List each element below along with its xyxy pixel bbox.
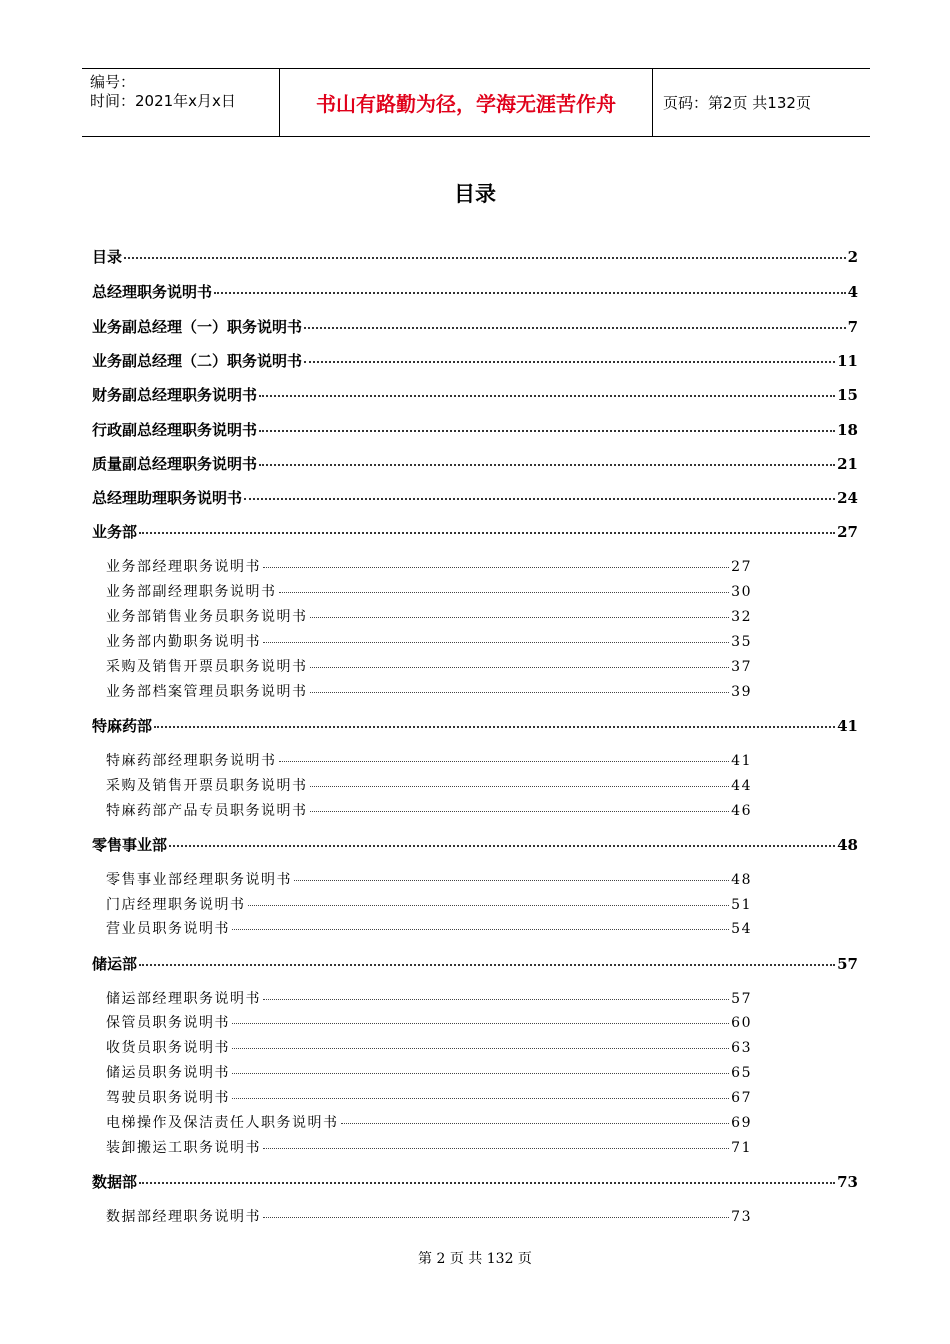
toc-entry-label: 特麻药部 <box>92 717 153 735</box>
toc-entry-page: 2 <box>847 248 858 266</box>
toc-dot-leader <box>304 361 835 363</box>
toc-entry[interactable] <box>92 316 858 337</box>
toc-dot-leader <box>259 395 835 397</box>
toc-entry-page: 46 <box>731 803 752 819</box>
toc-subentry[interactable] <box>106 988 752 1008</box>
toc-entry-page: 30 <box>731 584 752 600</box>
toc-entry-label: 特麻药部经理职务说明书 <box>106 753 277 769</box>
toc-entry-page: 60 <box>731 1015 752 1031</box>
toc-entry[interactable] <box>92 521 858 542</box>
toc-entry[interactable] <box>92 1171 858 1192</box>
toc-dot-leader <box>169 845 835 847</box>
toc-entry-page: 7 <box>847 318 858 336</box>
toc-entry[interactable] <box>92 350 858 371</box>
toc-entry-label: 业务部经理职务说明书 <box>106 559 261 575</box>
toc-dot-leader <box>263 567 729 568</box>
toc-entry[interactable] <box>92 715 858 736</box>
toc-dot-leader <box>310 786 730 787</box>
toc-dot-leader <box>259 464 835 466</box>
toc-subentry[interactable] <box>106 1037 752 1057</box>
toc-entry-page: 71 <box>731 1140 752 1156</box>
toc-entry-label: 装卸搬运工职务说明书 <box>106 1140 261 1156</box>
toc-entry-page: 18 <box>837 421 858 439</box>
toc-entry-page: 44 <box>731 778 752 794</box>
toc-dot-leader <box>279 592 730 593</box>
toc-entry-label: 数据部 <box>92 1173 138 1191</box>
toc-subentry[interactable] <box>106 918 752 938</box>
toc-subentry[interactable] <box>106 606 752 626</box>
toc-dot-leader <box>232 1098 729 1099</box>
toc-subentry[interactable] <box>106 869 752 889</box>
toc-subentry[interactable] <box>106 1087 752 1107</box>
toc-dot-leader <box>124 257 846 259</box>
toc-entry-page: 21 <box>837 455 858 473</box>
toc-subentry[interactable] <box>106 894 752 914</box>
toc-dot-leader <box>294 880 729 881</box>
toc-subentry[interactable] <box>106 1012 752 1032</box>
toc-dot-leader <box>232 1073 729 1074</box>
toc-entry-page: 41 <box>731 753 752 769</box>
page-title: 目录 <box>454 182 496 206</box>
toc-entry-page: 15 <box>837 386 858 404</box>
toc-dot-leader <box>341 1123 730 1124</box>
toc-entry-label: 行政副总经理职务说明书 <box>92 421 258 439</box>
toc-subentry[interactable] <box>106 631 752 651</box>
toc-dot-leader <box>304 327 846 329</box>
toc-subentry[interactable] <box>106 775 752 795</box>
toc-dot-leader <box>279 761 730 762</box>
header-date-label: 时间：2021年x月x日 <box>90 92 236 110</box>
toc-entry[interactable] <box>92 487 858 508</box>
toc-subentry[interactable] <box>106 581 752 601</box>
toc-entry-label: 业务部内勤职务说明书 <box>106 634 261 650</box>
toc-dot-leader <box>263 642 729 643</box>
toc-dot-leader <box>232 1023 729 1024</box>
toc-entry-label: 业务副总经理（二）职务说明书 <box>92 352 303 370</box>
toc-entry-page: 73 <box>731 1209 752 1225</box>
toc-dot-leader <box>244 498 835 500</box>
toc-dot-leader <box>139 532 835 534</box>
toc-entry-label: 业务部 <box>92 523 138 541</box>
toc-entry-label: 储运部 <box>92 955 138 973</box>
toc-entry-page: 41 <box>837 717 858 735</box>
toc-subentry[interactable] <box>106 1137 752 1157</box>
toc-entry-label: 零售事业部经理职务说明书 <box>106 872 292 888</box>
toc-entry-label: 保管员职务说明书 <box>106 1015 230 1031</box>
toc-dot-leader <box>154 726 835 728</box>
toc-entry-page: 4 <box>847 283 858 301</box>
toc-entry-label: 采购及销售开票员职务说明书 <box>106 778 308 794</box>
toc-subentry[interactable] <box>106 681 752 701</box>
toc-entry-label: 目录 <box>92 248 123 266</box>
toc-subentry[interactable] <box>106 1206 752 1226</box>
toc-entry-page: 57 <box>837 955 858 973</box>
toc-entry-page: 63 <box>731 1040 752 1056</box>
toc-entry-page: 48 <box>837 836 858 854</box>
toc-entry-page: 48 <box>731 872 752 888</box>
header-number-label: 编号： <box>90 73 136 91</box>
toc-entry[interactable] <box>92 953 858 974</box>
toc-entry-label: 收货员职务说明书 <box>106 1040 230 1056</box>
toc-dot-leader <box>214 292 846 294</box>
toc-entry-label: 总经理助理职务说明书 <box>92 489 243 507</box>
toc-dot-leader <box>310 617 730 618</box>
toc-entry-label: 营业员职务说明书 <box>106 921 230 937</box>
toc-entry-label: 财务副总经理职务说明书 <box>92 386 258 404</box>
toc-entry-label: 零售事业部 <box>92 836 168 854</box>
toc-entry-label: 总经理职务说明书 <box>92 283 213 301</box>
toc-entry-label: 业务部销售业务员职务说明书 <box>106 609 308 625</box>
toc-entry-page: 37 <box>731 659 752 675</box>
header-motto: 书山有路勤为径，学海无涯苦作舟 <box>280 69 653 136</box>
toc-entry-page: 73 <box>837 1173 858 1191</box>
toc-entry-page: 69 <box>731 1115 752 1131</box>
toc-entry-page: 65 <box>731 1065 752 1081</box>
toc-entry-label: 特麻药部产品专员职务说明书 <box>106 803 308 819</box>
toc-entry-label: 业务部副经理职务说明书 <box>106 584 277 600</box>
toc-entry-page: 27 <box>731 559 752 575</box>
toc-entry-page: 35 <box>731 634 752 650</box>
toc-dot-leader <box>310 811 730 812</box>
toc-subentry[interactable] <box>106 800 752 820</box>
toc-dot-leader <box>248 905 730 906</box>
toc-dot-leader <box>310 667 730 668</box>
toc-entry[interactable] <box>92 246 858 267</box>
toc-dot-leader <box>263 1148 729 1149</box>
toc-subentry[interactable] <box>106 750 752 770</box>
toc-dot-leader <box>232 929 729 930</box>
toc-dot-leader <box>310 692 730 693</box>
toc-entry[interactable] <box>92 834 858 855</box>
toc-entry-label: 储运部经理职务说明书 <box>106 991 261 1007</box>
toc-entry[interactable] <box>92 384 858 405</box>
toc-dot-leader <box>139 964 835 966</box>
toc-entry-page: 24 <box>837 489 858 507</box>
toc-entry[interactable] <box>92 453 858 474</box>
toc-entry[interactable] <box>92 281 858 302</box>
toc-dot-leader <box>263 1217 729 1218</box>
toc-entry-page: 32 <box>731 609 752 625</box>
toc-entry-page: 54 <box>731 921 752 937</box>
toc-subentry[interactable] <box>106 1062 752 1082</box>
toc-entry-page: 27 <box>837 523 858 541</box>
toc-entry-page: 57 <box>731 991 752 1007</box>
toc-entry-label: 驾驶员职务说明书 <box>106 1090 230 1106</box>
toc-entry-page: 51 <box>731 897 752 913</box>
toc-dot-leader <box>232 1048 729 1049</box>
header-page-info: 页码：第2页 共132页 <box>663 94 811 112</box>
toc-dot-leader <box>263 999 729 1000</box>
document-header <box>82 68 870 137</box>
toc-entry-page: 67 <box>731 1090 752 1106</box>
toc-entry-page: 39 <box>731 684 752 700</box>
toc-subentry[interactable] <box>106 556 752 576</box>
toc-entry-label: 质量副总经理职务说明书 <box>92 455 258 473</box>
page-footer: 第 2 页 共 132 页 <box>418 1251 532 1267</box>
toc-entry[interactable] <box>92 419 858 440</box>
toc-entry-label: 电梯操作及保洁责任人职务说明书 <box>106 1115 339 1131</box>
toc-subentry[interactable] <box>106 1112 752 1132</box>
header-meta-cell <box>82 69 280 136</box>
toc-entry-label: 业务副总经理（一）职务说明书 <box>92 318 303 336</box>
toc-subentry[interactable] <box>106 656 752 676</box>
toc-dot-leader <box>139 1182 835 1184</box>
toc-entry-label: 采购及销售开票员职务说明书 <box>106 659 308 675</box>
toc-entry-label: 数据部经理职务说明书 <box>106 1209 261 1225</box>
toc-entry-label: 门店经理职务说明书 <box>106 897 246 913</box>
toc-entry-label: 储运员职务说明书 <box>106 1065 230 1081</box>
toc-dot-leader <box>259 430 835 432</box>
toc-entry-page: 11 <box>837 352 858 370</box>
toc-entry-label: 业务部档案管理员职务说明书 <box>106 684 308 700</box>
